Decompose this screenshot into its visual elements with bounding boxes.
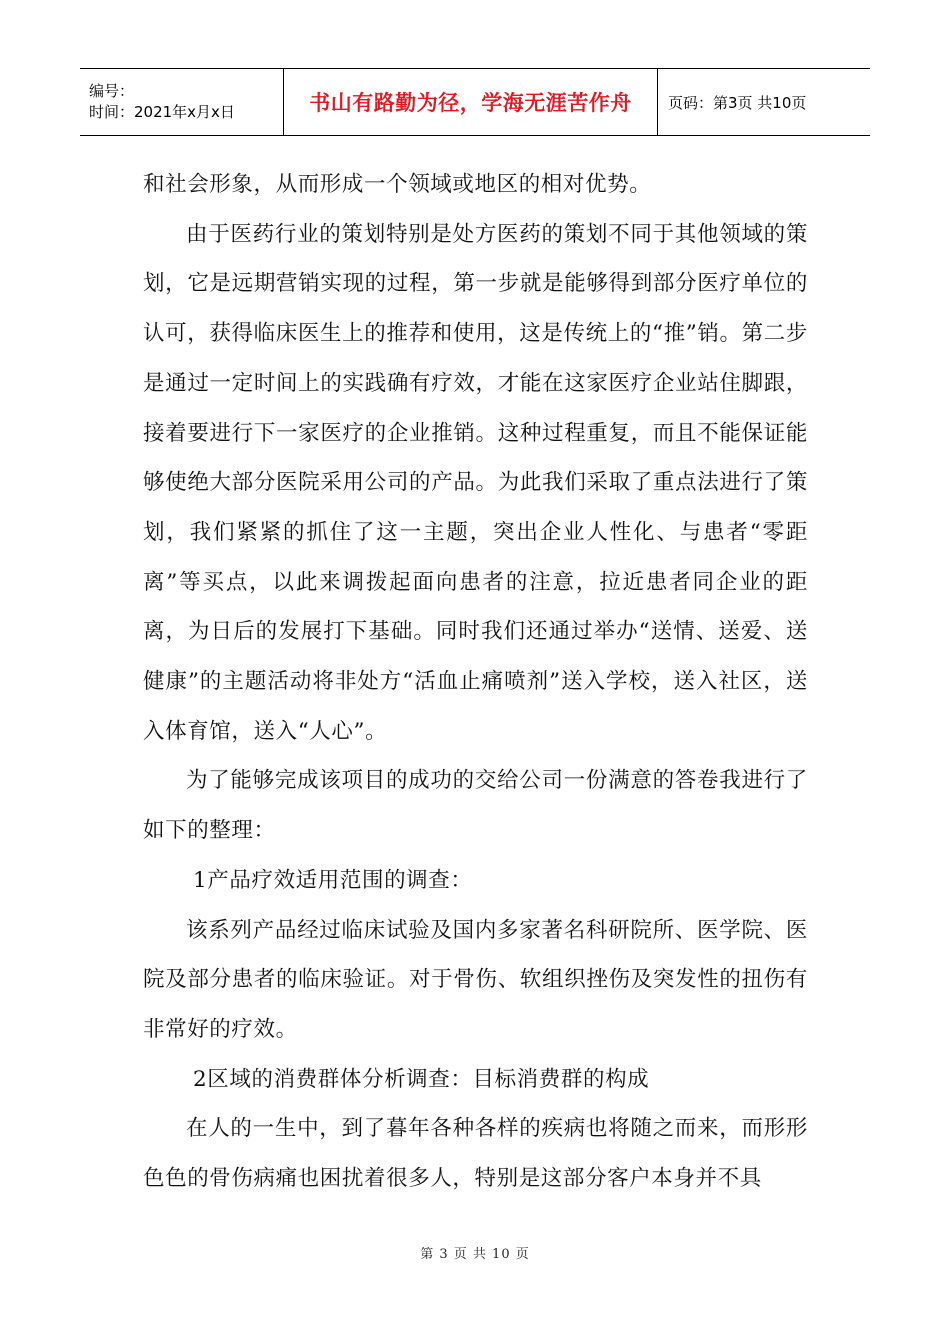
header-meta-cell [80, 69, 283, 135]
document-number-label: 编号： [89, 82, 135, 100]
paragraph: 在人的一生中，到了暮年各种各样的疾病也将随之而来，而形形色色的骨伤病痛也困扰着很多人，特别是这部分客户本身并不具 [143, 1116, 808, 1192]
document-header [80, 68, 870, 136]
header-motto: 书山有路勤为径，学海无涯苦作舟 [283, 69, 658, 135]
document-body [143, 160, 808, 1204]
section-heading: 2区域的消费群体分析调查：目标消费群的构成 [193, 1066, 650, 1092]
paragraph-continuation: 和社会形象，从而形成一个领域或地区的相对优势。 [143, 172, 652, 197]
page-footer: 第 3 页 共 10 页 [420, 1247, 530, 1262]
section-heading: 1产品疗效适用范围的调查： [193, 867, 473, 893]
paragraph: 由于医药行业的策划特别是处方医药的策划不同于其他领域的策划，它是远期营销实现的过程，第一步就是能够得到部分医疗单位的认可，获得临床医生上的推荐和使用，这是传统上的“推”销。第二步 是通过一定时间上的实践确有疗效，才能在这家医疗企业站住脚跟，接着要进行下一家医疗的企业推销。这种过程重复，而且不能保证能够使绝大部分医院采用公司的产品。为此我们采取了重点法进行了策划，我们紧紧的抓住了这一主题，突出企业人性化、与患者“零距离”等买点，以此来调拨起面向患者的注意，拉近患者同企业的距离，为日后的发展打下基础。同时我们还通过举办“送情、送爱、送健康”的主题活动将非处方“活血止痛喷剂”送入学校，送入社区，送入体育馆，送入“人心”。 [143, 221, 808, 744]
paragraph: 为了能够完成该项目的成功的交给公司一份满意的答卷我进行了如下的整理： [143, 768, 808, 844]
header-page-info: 页码：第3页 共10页 [668, 93, 807, 112]
paragraph: 该系列产品经过临床试验及国内多家著名科研院所、医学院、医院及部分患者的临床验证。对于骨伤、软组织挫伤及突发性的扭伤有非常好的疗效。 [143, 917, 808, 1042]
document-date-label: 时间：2021年x月x日 [89, 103, 235, 121]
